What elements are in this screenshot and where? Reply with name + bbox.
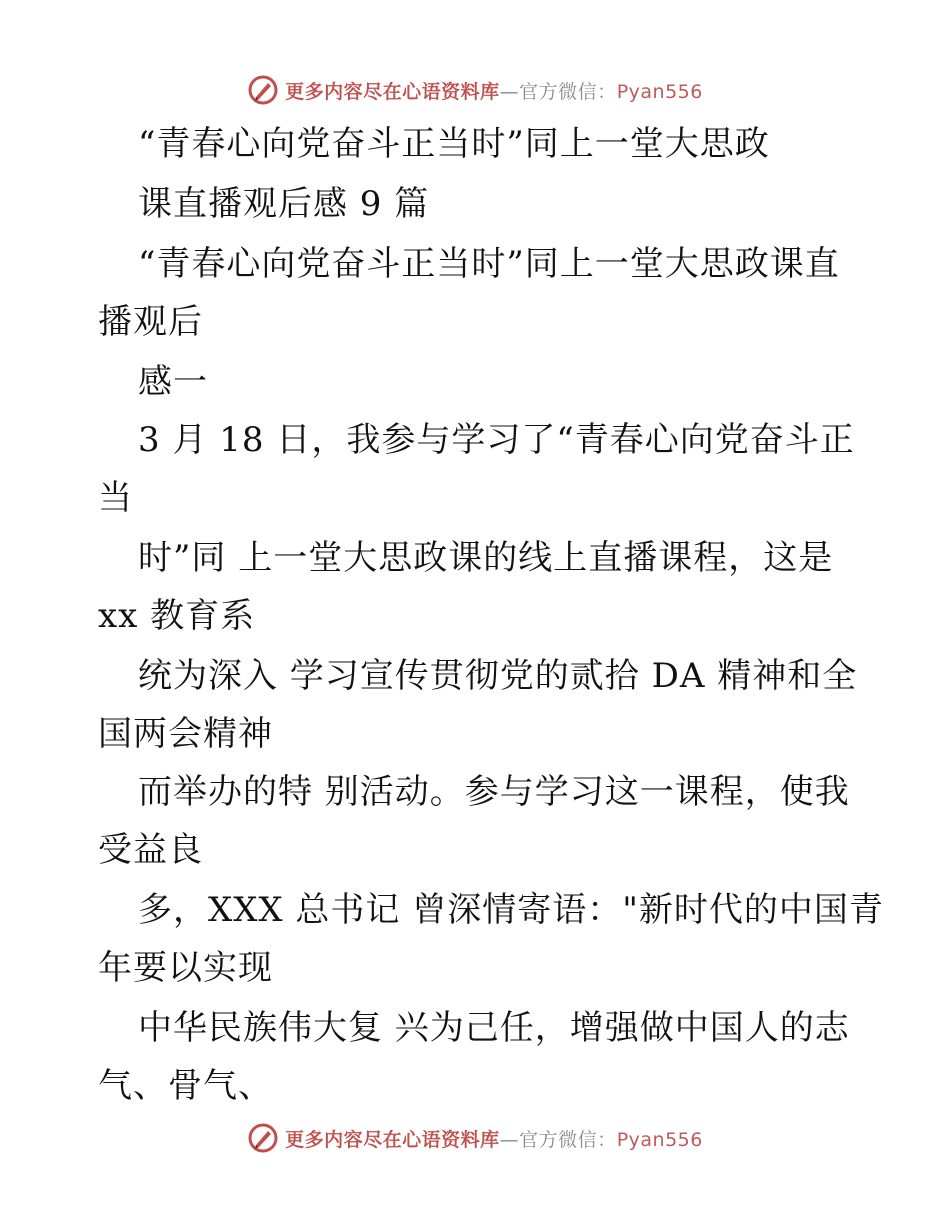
header-text [285,77,703,104]
footer-text [285,1125,703,1152]
paragraph-line-10: 年要以实现 [98,948,273,988]
paragraph-line-11: 中华民族伟大复 兴为己任，增强做中国人的志 [138,1008,850,1048]
paragraph-line-5: 统为深入 学习宣传贯彻党的贰拾 DA 精神和全 [138,656,858,696]
title-line-2: 课直播观后感 9 篇 [138,184,430,224]
paragraph-line-1: 3 月 18 日，我参与学习了“青春心向党奋斗正 [138,420,855,460]
paragraph-line-7: 而举办的特 别活动。参与学习这一课程，使我 [138,772,850,812]
paragraph-line-8: 受益良 [98,830,203,870]
footer-banner-inner [247,1122,703,1154]
paragraph-line-4: xx 教育系 [98,596,256,636]
paragraph-line-2: 当 [98,478,133,518]
header-separator: — [499,80,520,103]
subtitle-line-2: 播观后 [98,302,203,342]
footer-brand: 更多内容尽在心语资料库 [285,1128,500,1151]
header-banner-inner [247,74,703,106]
paragraph-line-12: 气、骨气、 [98,1066,273,1106]
section-heading: 感一 [138,362,208,402]
footer-banner [0,1118,950,1158]
header-banner [0,70,950,110]
paragraph-line-6: 国两会精神 [98,714,273,754]
header-brand: 更多内容尽在心语资料库 [285,80,500,103]
pen-logo-icon [247,1122,279,1154]
pen-logo-icon [247,74,279,106]
title-line-1: “青春心向党奋斗正当时”同上一堂大思政 [138,124,770,164]
footer-separator: — [499,1128,520,1151]
footer-wechat-account: Pyan556 [616,1128,703,1151]
footer-wechat-label: 官方微信： [519,1128,617,1151]
subtitle-line-1: “青春心向党奋斗正当时”同上一堂大思政课直 [138,244,840,284]
header-wechat-account: Pyan556 [616,80,703,103]
header-wechat-label: 官方微信： [519,80,617,103]
paragraph-line-9: 多，XXX 总书记 曾深情寄语："新时代的中国青 [138,890,884,930]
paragraph-line-3: 时”同 上一堂大思政课的线上直播课程，这是 [138,538,834,578]
